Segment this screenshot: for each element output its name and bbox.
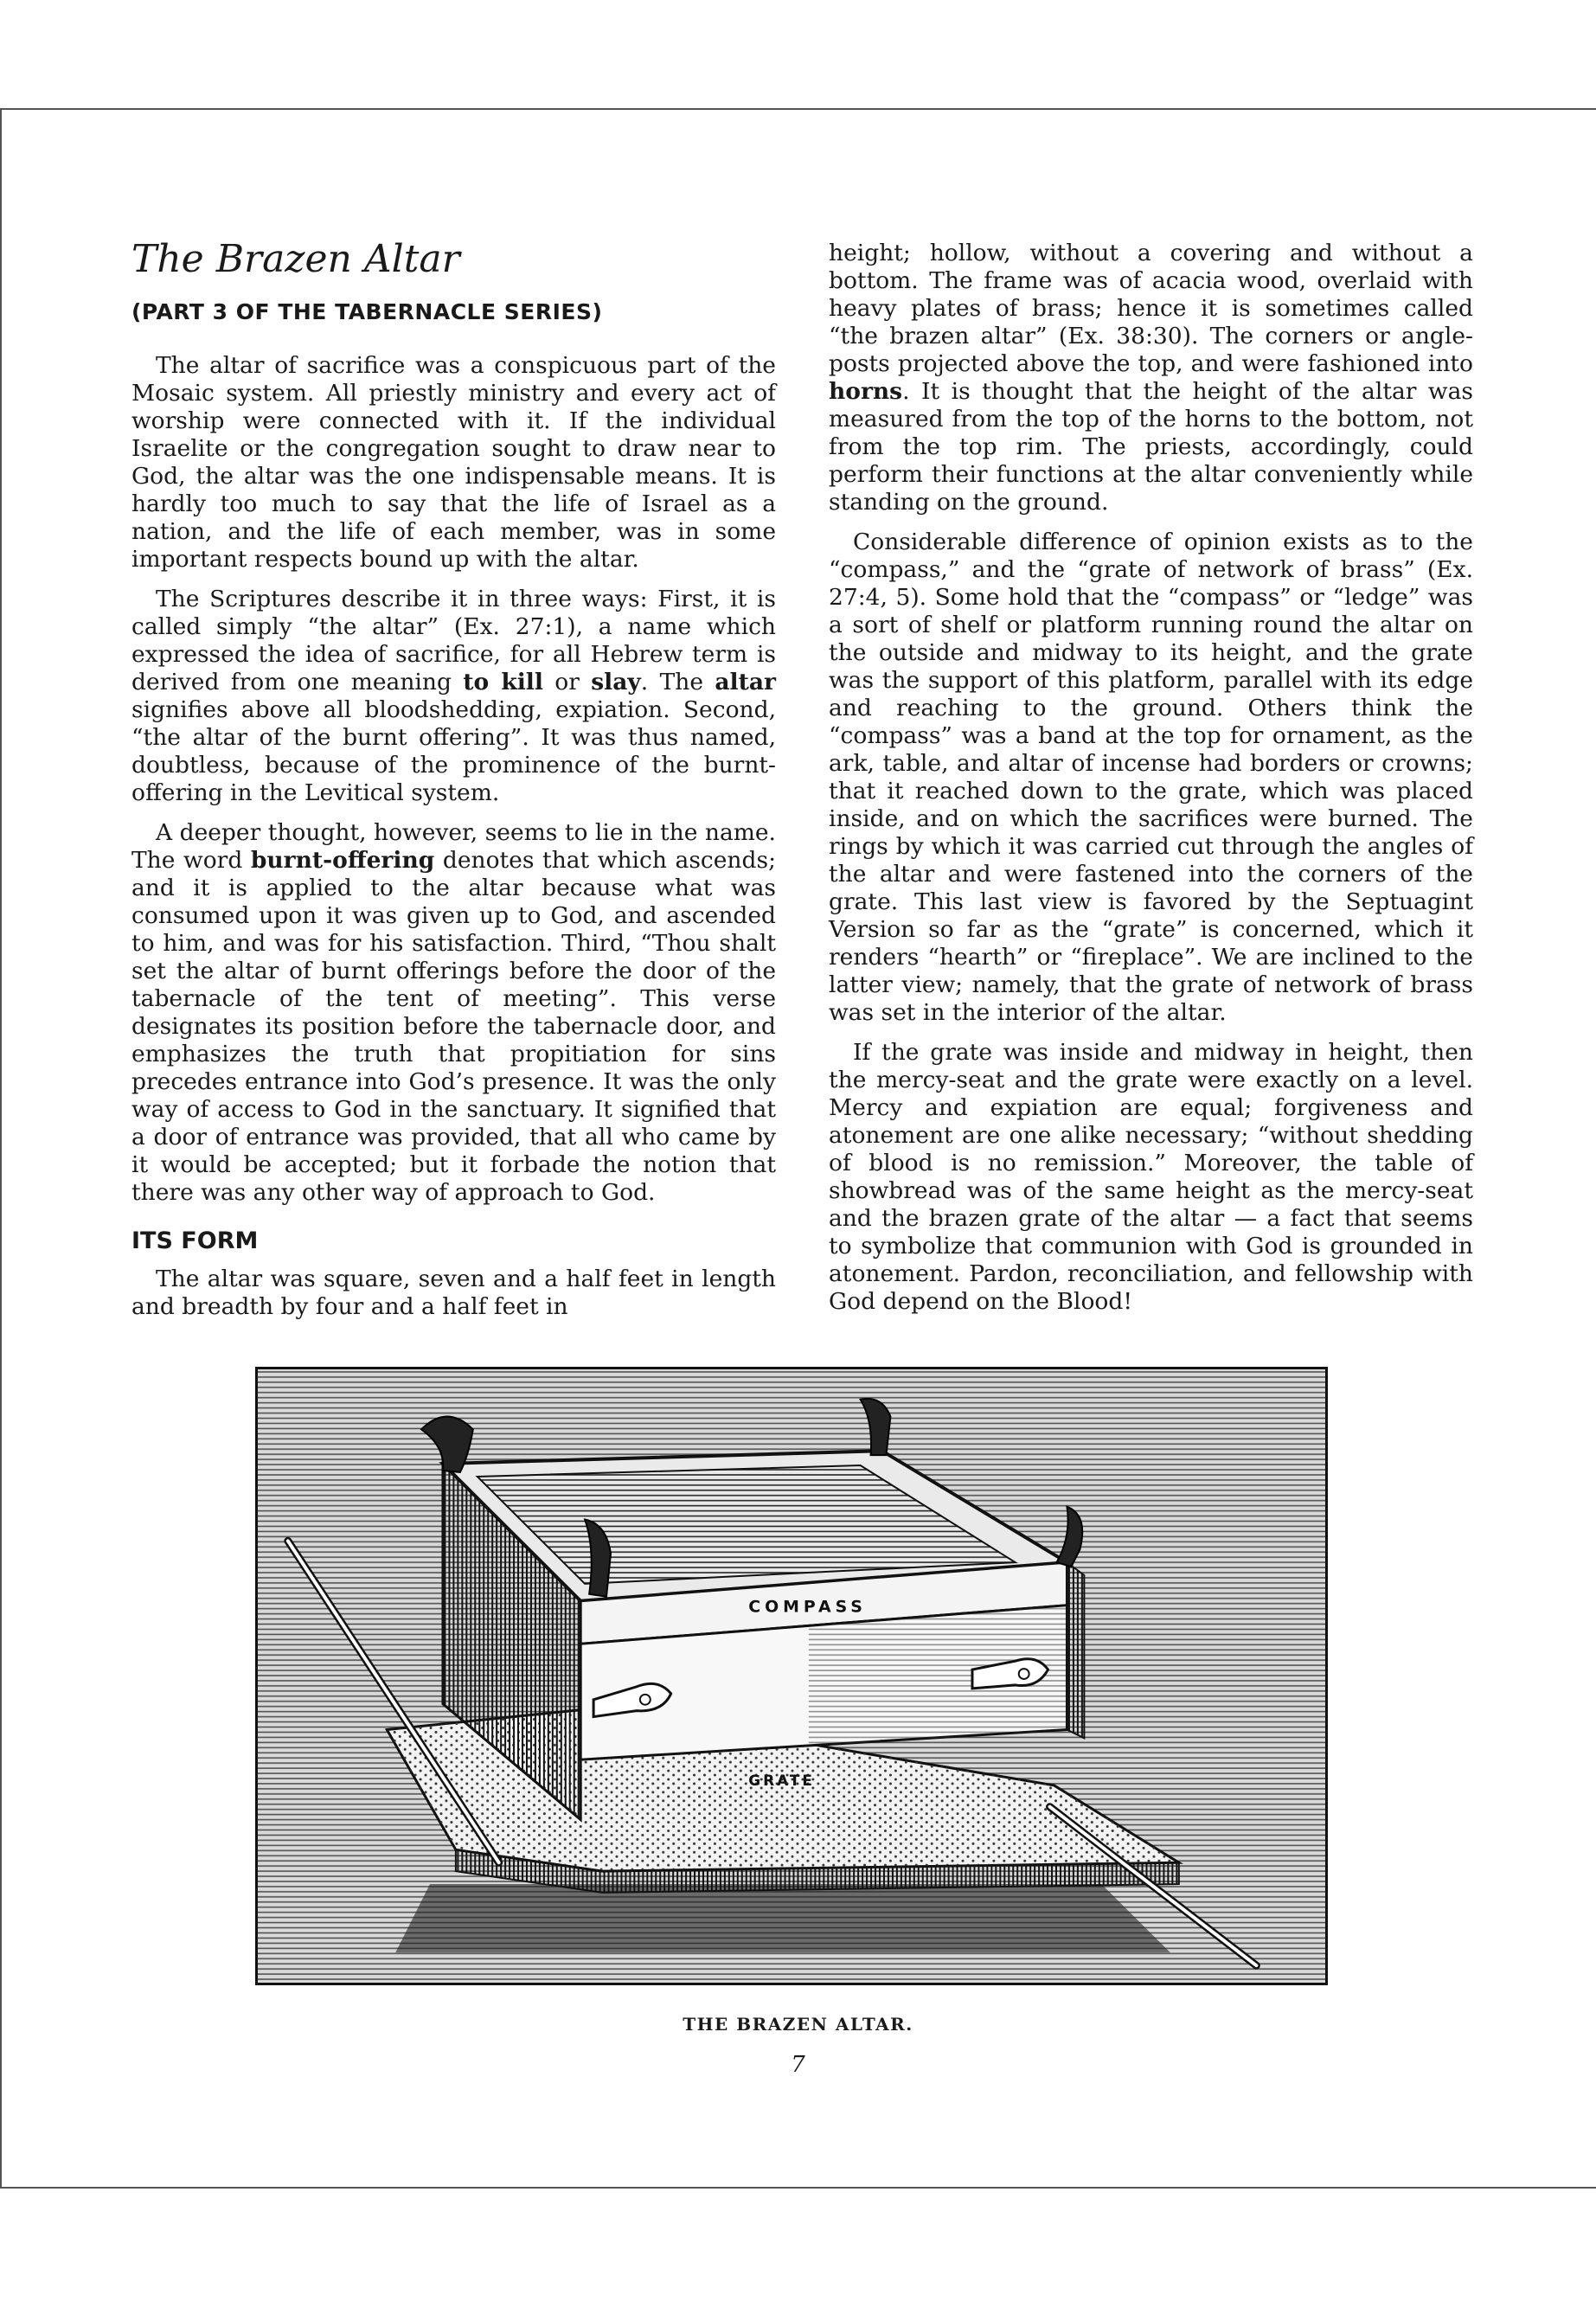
right-column [829, 240, 1473, 1328]
page-number: 7 [791, 2052, 805, 2078]
paragraph: The altar was square, seven and a half feet in length and breadth by four and a half feet in [131, 1266, 776, 1320]
paragraph: If the grate was inside and midway in height, then the mercy-seat and the grate were exactly on a level. Mercy and expiation are equal; forgiveness and atonement are one alike necessary; “without shedding of blood is no remission.” Moreover, the table of showbread was of the same height as the mercy-seat and the brazen grate of the altar — a fact that seems to symbolize that communion with God is grounded in atonement. Pardon, reconciliation, and fellowship with God depend on the Blood! [829, 1039, 1473, 1315]
altar-illustration [255, 1367, 1328, 1985]
left-column [131, 238, 776, 1333]
paragraph: Considerable difference of opinion exists as to the “compass,” and the “grate of network of brass” (Ex. 27:4, 5). Some hold that the “compass” or “ledge” was a sort of shelf or platform running round the altar on the outside and midway to its height, and the grate was the support of this platform, parallel with its edge and reaching to the ground. Others think the “compass” was a band at the top for ornament, as the ark, table, and altar of incense had borders or crowns; that it reached down to the grate, which was placed inside, and on which the sacrifices were burned. The rings by which it was carried cut through the angles of the altar and were fastened into the corners of the grate. This last view is favored by the Septuagint Version so far as the “grate” is concerned, which it renders “hearth” or “fireplace”. We are inclined to the latter view; namely, that the grate of network of brass was set in the interior of the altar. [829, 529, 1473, 1026]
paragraph: height; hollow, without a covering and without a bottom. The frame was of acacia wood, overlaid with heavy plates of brass; hence it is sometimes called “the brazen altar” (Ex. 38:30). The corners or angle-posts projected above the top, and were fashioned into horns. It is thought that the height of the altar was measured from the top of the horns to the bottom, not from the top rim. The priests, accordingly, could perform their functions at the altar conveniently while standing on the ground. [829, 240, 1473, 516]
altar-engraving [258, 1369, 1325, 1983]
section-heading: ITS FORM [131, 1227, 259, 1254]
article-subtitle: (PART 3 OF THE TABERNACLE SERIES) [131, 299, 603, 324]
figure-caption: THE BRAZEN ALTAR. [683, 2014, 913, 2035]
label-compass: COMPASS [748, 1597, 867, 1617]
article-title: The Brazen Altar [131, 237, 460, 281]
paragraph: The altar of sacrifice was a conspicuous part of the Mosaic system. All priestly ministry and every act of worship were connected with it. If the individual Israelite or the congregation sought to draw near to God, the altar was the one indispensable means. It is hardly too much to say that the life of Israel as a nation, and the life of each member, was in some important respects bound up with the altar. [131, 352, 776, 573]
paragraph: A deeper thought, however, seems to lie in the name. The word burnt-offering denotes that which ascends; and it is applied to the altar because what was consumed upon it was given up to God, and ascended to him, and was for his satisfaction. Third, “Thou shalt set the altar of burnt offerings before the door of the tabernacle of the tent of meeting”. This verse designates its position before the tabernacle door, and emphasizes the truth that propitiation for sins precedes entrance into God’s presence. It was the only way of access to God in the sanctuary. It signified that a door of entrance was provided, that all who came by it would be accepted; but it forbade the notion that there was any other way of approach to God. [131, 819, 776, 1206]
label-grate: GRATE [748, 1771, 815, 1789]
paragraph: The Scriptures describe it in three ways: First, it is called simply “the altar” (Ex. 27:1), a name which expressed the idea of sacrifice, for all Hebrew term is derived from one meaning to kill or slay. The altar signifies above all bloodshedding, expiation. Second, “the altar of the burnt offering”. It was thus named, doubtless, because of the prominence of the burnt-offering in the Levitical system. [131, 586, 776, 806]
